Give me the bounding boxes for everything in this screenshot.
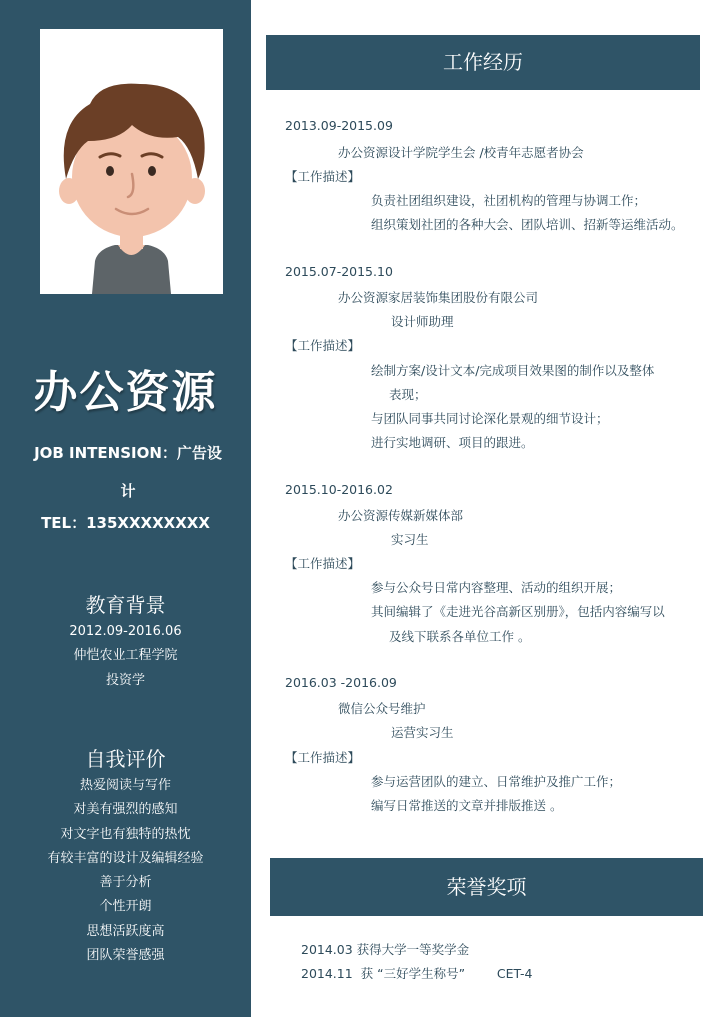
work-desc-line: 编写日常推送的文章并排版推送 。: [371, 798, 563, 813]
honor-item: 2014.03 获得大学一等奖学金: [301, 942, 470, 957]
work-desc-line: 参与公众号日常内容整理、活动的组织开展；: [371, 580, 622, 595]
work-desc-line: 进行实地调研、项目的跟进。: [371, 435, 534, 450]
education-list: [0, 620, 251, 693]
avatar-icon: [40, 29, 223, 294]
list-item: 思想活跃度高: [86, 923, 165, 939]
education-school: 仲恺农业工程学院: [73, 648, 178, 664]
work-desc-line: 表现；: [389, 387, 427, 402]
list-item: 对文字也有独特的热忱: [60, 826, 191, 842]
work-desc-line: 及线下联系各单位工作 。: [389, 629, 531, 644]
education-heading: 教育背景: [85, 593, 166, 617]
work-role: 实习生: [391, 532, 429, 547]
list-item: 有较丰富的设计及编辑经验: [47, 850, 204, 866]
work-heading: 工作经历: [443, 50, 523, 74]
work-org: 微信公众号维护: [338, 701, 426, 716]
work-desc-label: 【工作描述】: [285, 169, 361, 184]
education-major: 投资学: [105, 672, 145, 688]
list-item: 热爱阅读与写作: [79, 778, 171, 793]
work-org: 办公资源家居装饰集团股份有限公司: [338, 290, 539, 305]
self-eval-list: [0, 774, 251, 968]
work-date: 2016.03 -2016.09: [285, 675, 397, 690]
work-desc-line: 绘制方案/设计文本/完成项目效果图的制作以及整体: [371, 363, 655, 378]
list-item: 团队荣誉感强: [86, 948, 165, 964]
work-role: 设计师助理: [391, 314, 454, 329]
list-item: 善于分析: [99, 875, 152, 891]
job-intention-line2: 计: [120, 482, 136, 500]
work-desc-line: 组织策划社团的各种大会、团队培训、招新等运维活动。: [371, 217, 684, 232]
job-intention-line1: JOB INTENSION：广告设: [34, 444, 222, 462]
work-org: 办公资源传媒新媒体部: [338, 508, 464, 523]
list-item: 个性开朗: [99, 899, 152, 915]
work-date: 2013.09-2015.09: [285, 118, 393, 133]
sidebar: [0, 0, 251, 1017]
work-desc-line: 其间编辑了《走进光谷高新区别册》，包括内容编写以: [371, 604, 665, 619]
honors-heading-banner: [270, 858, 703, 916]
work-desc-label: 【工作描述】: [285, 556, 361, 571]
list-item: 对美有强烈的感知: [73, 802, 178, 818]
work-org: 办公资源设计学院学生会 /校青年志愿者协会: [338, 145, 584, 160]
phone-number: TEL：135XXXXXXXX: [41, 514, 210, 532]
work-desc-line: 参与运营团队的建立、日常维护及推广工作；: [371, 774, 622, 789]
work-desc-line: 负责社团组织建设，社团机构的管理与协调工作；: [371, 193, 647, 208]
profile-photo: [40, 29, 223, 294]
education-period: 2012.09-2016.06: [69, 624, 182, 639]
honor-item: 2014.11 获 “三好学生称号” CET-4: [301, 966, 533, 981]
work-desc-label: 【工作描述】: [285, 338, 361, 353]
work-desc-line: 与团队同事共同讨论深化景观的细节设计；: [371, 411, 609, 426]
work-heading-banner: [266, 35, 700, 90]
work-date: 2015.10-2016.02: [285, 482, 393, 497]
work-desc-label: 【工作描述】: [285, 750, 361, 765]
work-date: 2015.07-2015.10: [285, 264, 393, 279]
candidate-name: 办公资源: [33, 367, 218, 418]
honors-heading: 荣誉奖项: [446, 875, 527, 899]
self-eval-heading: 自我评价: [85, 747, 166, 771]
work-role: 运营实习生: [391, 725, 454, 740]
job-intention: [28, 434, 228, 510]
